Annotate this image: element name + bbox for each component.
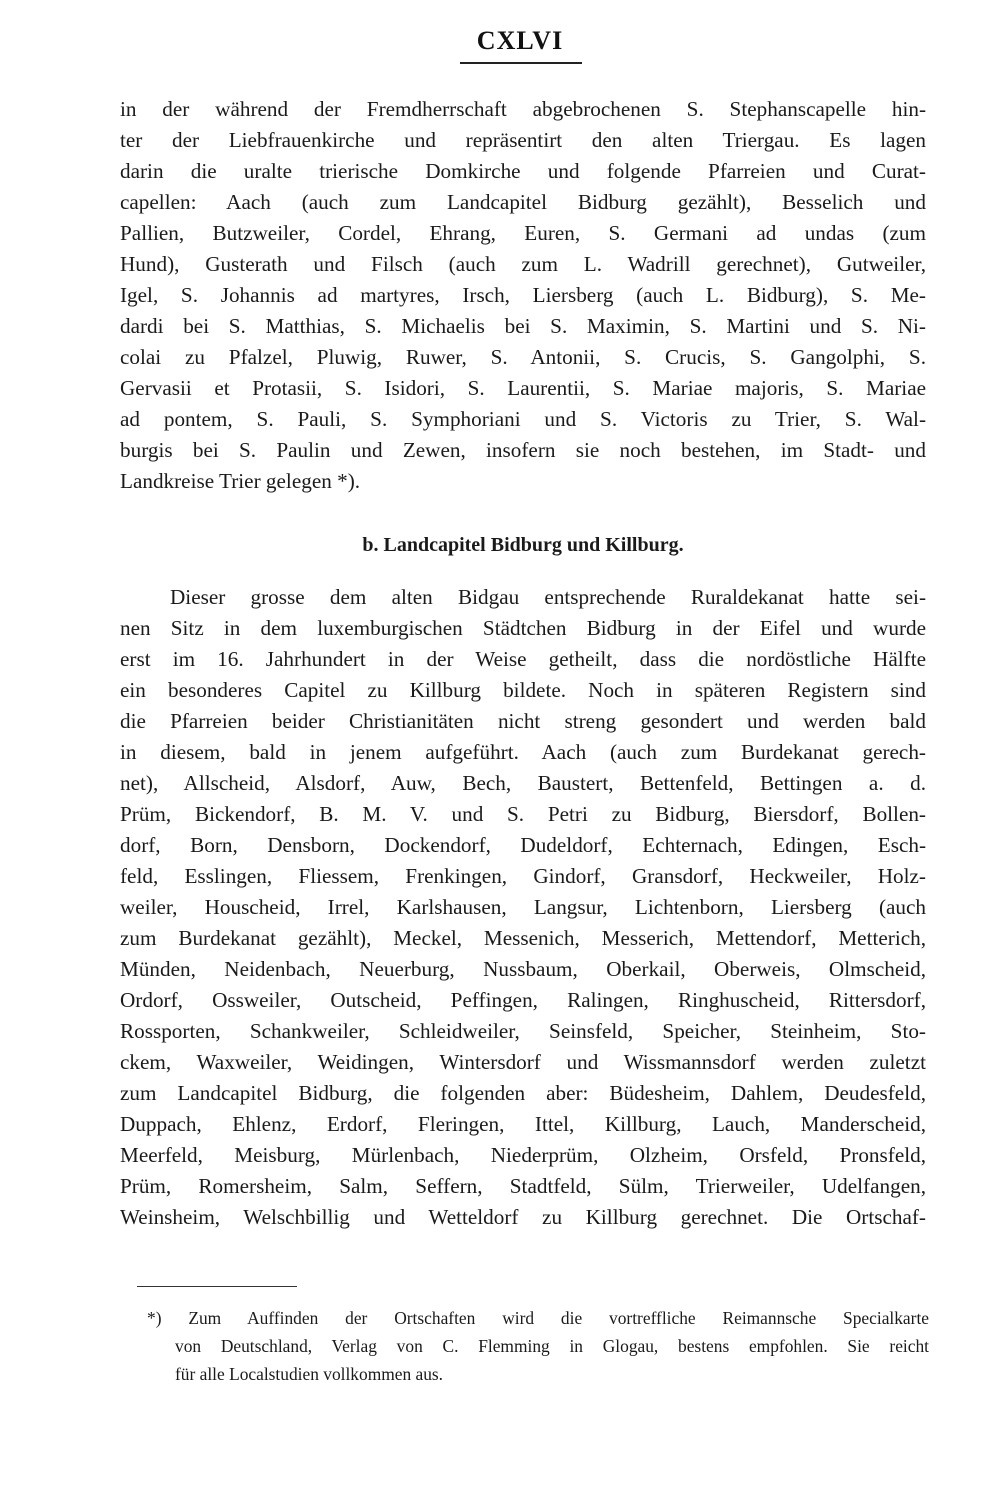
- text-line: Prüm, Bickendorf, B. M. V. und S. Petri zu Bidburg, Biersdorf, Bollen-: [120, 802, 926, 826]
- text-line: ter der Liebfrauenkirche und repräsentirt den alten Triergau. Es lagen: [120, 128, 926, 152]
- text-line: Igel, S. Johannis ad martyres, Irsch, Liersberg (auch L. Bidburg), S. Me-: [120, 283, 926, 307]
- page-number: CXLVI: [476, 26, 564, 55]
- text-line: Dieser grosse dem alten Bidgau entsprechende Ruraldekanat hatte sei-: [170, 585, 926, 609]
- text-line: ad pontem, S. Pauli, S. Symphoriani und S. Victoris zu Trier, S. Wal-: [120, 407, 926, 431]
- text-line: die Pfarreien beider Christianitäten nicht streng gesondert und werden bald: [120, 709, 926, 733]
- footnote: [147, 1304, 929, 1388]
- text-line: Duppach, Ehlenz, Erdorf, Fleringen, Ittel, Killburg, Lauch, Manderscheid,: [120, 1112, 926, 1136]
- text-line: dorf, Born, Densborn, Dockendorf, Dudeldorf, Echternach, Edingen, Esch-: [120, 833, 926, 857]
- text-line: zum Landcapitel Bidburg, die folgenden aber: Büdesheim, Dahlem, Deudesfeld,: [120, 1081, 926, 1105]
- text-line: Landkreise Trier gelegen *).: [120, 469, 361, 493]
- text-line: erst im 16. Jahrhundert in der Weise getheilt, dass die nordöstliche Hälfte: [120, 647, 926, 671]
- text-line: in der während der Fremdherrschaft abgebrochenen S. Stephanscapelle hin-: [120, 97, 926, 121]
- text-line: ein besonderes Capitel zu Killburg bildete. Noch in späteren Registern sind: [120, 678, 926, 702]
- text-line: Pallien, Butzweiler, Cordel, Ehrang, Euren, S. Germani ad undas (zum: [120, 221, 926, 245]
- footnote-line: von Deutschland, Verlag von C. Flemming in Glogau, bestens empfohlen. Sie reicht: [175, 1336, 929, 1356]
- text-line: feld, Esslingen, Fliessem, Frenkingen, Gindorf, Gransdorf, Heckweiler, Holz-: [120, 864, 926, 888]
- text-line: colai zu Pfalzel, Pluwig, Ruwer, S. Antonii, S. Crucis, S. Gangolphi, S.: [120, 345, 926, 369]
- text-line: net), Allscheid, Alsdorf, Auw, Bech, Baustert, Bettenfeld, Bettingen a. d.: [120, 771, 926, 795]
- text-line: darin die uralte trierische Domkirche und folgende Pfarreien und Curat-: [120, 159, 926, 183]
- page-number-rule: [460, 62, 582, 64]
- footnote-rule: [137, 1286, 297, 1287]
- section-heading: b. Landcapitel Bidburg und Killburg.: [362, 534, 684, 556]
- text-line: Gervasii et Protasii, S. Isidori, S. Laurentii, S. Mariae majoris, S. Mariae: [120, 376, 926, 400]
- text-line: burgis bei S. Paulin und Zewen, insofern sie noch bestehen, im Stadt- und: [120, 438, 926, 462]
- text-line: Prüm, Romersheim, Salm, Seffern, Stadtfeld, Sülm, Trierweiler, Udelfangen,: [120, 1174, 926, 1198]
- paragraph-trier-parishes: [120, 94, 926, 497]
- text-line: Weinsheim, Welschbillig und Wetteldorf zu Killburg gerechnet. Die Ortschaf-: [120, 1205, 926, 1229]
- footnote-line: *) Zum Auffinden der Ortschaften wird die vortreffliche Reimannsche Specialkarte: [147, 1308, 929, 1328]
- paragraph-bidburg-killburg: [120, 582, 926, 1233]
- footnote-line: für alle Localstudien vollkommen aus.: [175, 1364, 444, 1384]
- text-line: weiler, Houscheid, Irrel, Karlshausen, Langsur, Lichtenborn, Liersberg (auch: [120, 895, 926, 919]
- text-line: Rossporten, Schankweiler, Schleidweiler, Seinsfeld, Speicher, Steinheim, Sto-: [120, 1019, 926, 1043]
- text-line: capellen: Aach (auch zum Landcapitel Bidburg gezählt), Besselich und: [120, 190, 926, 214]
- text-line: in diesem, bald in jenem aufgeführt. Aach (auch zum Burdekanat gerech-: [120, 740, 926, 764]
- text-line: nen Sitz in dem luxemburgischen Städtchen Bidburg in der Eifel und wurde: [120, 616, 926, 640]
- text-line: Münden, Neidenbach, Neuerburg, Nussbaum, Oberkail, Oberweis, Olmscheid,: [120, 957, 926, 981]
- text-line: zum Burdekanat gezählt), Meckel, Messenich, Messerich, Mettendorf, Metterich,: [120, 926, 926, 950]
- text-line: ckem, Waxweiler, Weidingen, Wintersdorf und Wissmannsdorf werden zuletzt: [120, 1050, 926, 1074]
- text-line: dardi bei S. Matthias, S. Michaelis bei S. Maximin, S. Martini und S. Ni-: [120, 314, 926, 338]
- text-line: Ordorf, Ossweiler, Outscheid, Peffingen, Ralingen, Ringhuscheid, Rittersdorf,: [120, 988, 926, 1012]
- text-line: Hund), Gusterath und Filsch (auch zum L. Wadrill gerechnet), Gutweiler,: [120, 252, 926, 276]
- text-line: Meerfeld, Meisburg, Mürlenbach, Niederprüm, Olzheim, Orsfeld, Pronsfeld,: [120, 1143, 926, 1167]
